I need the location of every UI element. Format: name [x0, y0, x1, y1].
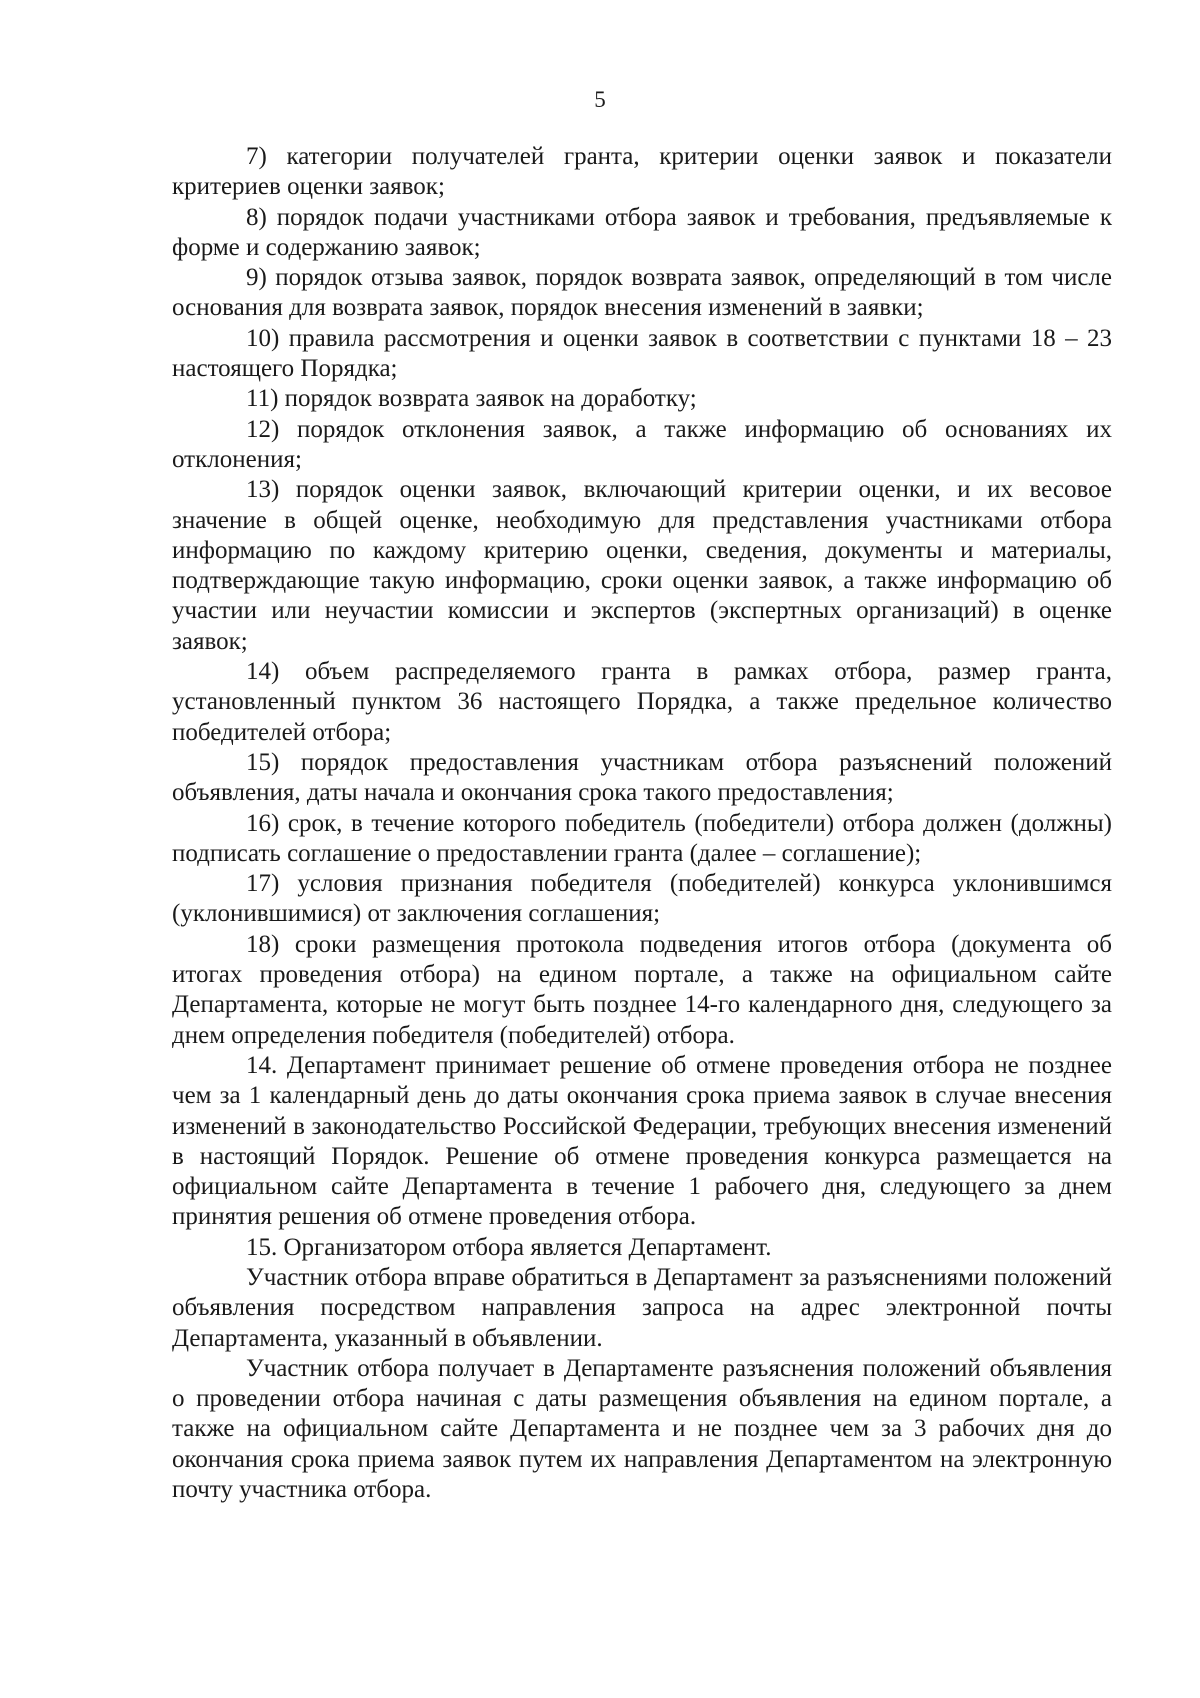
paragraph-item-13: 13) порядок оценки заявок, включающий критерии оценки, и их весовое значение в общей оценке, необходимую для представления участниками отбора информацию по каждому критерию оценки, сведения, документы и материалы, подтверждающие такую информацию, сроки оценки заявок, а также информацию об участии или неучастии комиссии и экспертов (экспертных организаций) в оценке заявок; — [172, 476, 1112, 655]
clause-15: 15. Организатором отбора является Департамент. — [246, 1233, 772, 1261]
paragraph-item-8: 8) порядок подачи участниками отбора заявок и требования, предъявляемые к форме и содержанию заявок; — [172, 203, 1112, 261]
paragraph-item-7: 7) категории получателей гранта, критерии оценки заявок и показатели критериев оценки заявок; — [172, 143, 1112, 201]
paragraph-item-9: 9) порядок отзыва заявок, порядок возврата заявок, определяющий в том числе основания для возврата заявок, порядок внесения изменений в заявки; — [172, 264, 1112, 322]
paragraph-item-12: 12) порядок отклонения заявок, а также информацию об основаниях их отклонения; — [172, 415, 1112, 473]
document-body — [172, 142, 1112, 1505]
clause-14: 14. Департамент принимает решение об отмене проведения отбора не позднее чем за 1 календарный день до даты окончания срока приема заявок в случае внесения изменений в законодательство Российской Федерации, требующих внесения изменений в настоящий Порядок. Решение об отмене проведения конкурса размещается на официальном сайте Департамента в течение 1 рабочего дня, следующего за днем принятия решения об отмене проведения отбора. — [172, 1051, 1112, 1231]
clause-15-clarification-request: Участник отбора вправе обратиться в Департамент за разъяснениями положений объявления посредством направления запроса на адрес электронной почты Департамента, указанный в объявлении. — [172, 1263, 1112, 1352]
paragraph-item-15: 15) порядок предоставления участникам отбора разъяснений положений объявления, даты начала и окончания срока такого предоставления; — [172, 748, 1112, 807]
paragraph-item-17: 17) условия признания победителя (победителей) конкурса уклонившимся (уклонившимися) от заключения соглашения; — [172, 870, 1112, 928]
page-number: 5 — [594, 87, 606, 112]
paragraph-item-18: 18) сроки размещения протокола подведения итогов отбора (документа об итогах проведения отбора) на едином портале, а также на официальном сайте Департамента, которые не могут быть позднее 14-го календарного дня, следующего за днем определения победителя (победителей) отбора. — [172, 930, 1112, 1049]
clause-15-clarification-receipt: Участник отбора получает в Департаменте разъяснения положений объявления о проведении отбора начиная с даты размещения объявления на едином портале, а также на официальном сайте Департамента и не позднее чем за 3 рабочих дня до окончания срока приема заявок путем их направления Департаментом на электронную почту участника отбора. — [172, 1354, 1112, 1504]
paragraph-item-11: 11) порядок возврата заявок на доработку; — [246, 385, 697, 413]
paragraph-item-14: 14) объем распределяемого гранта в рамках отбора, размер гранта, установленный пунктом 36 настоящего Порядка, а также предельное количество победителей отбора; — [172, 658, 1112, 746]
paragraph-item-10: 10) правила рассмотрения и оценки заявок в соответствии с пунктами 18 – 23 настоящего Порядка; — [172, 324, 1112, 383]
paragraph-item-16: 16) срок, в течение которого победитель (победители) отбора должен (должны) подписать соглашение о предоставлении гранта (далее – соглашение); — [172, 809, 1112, 867]
